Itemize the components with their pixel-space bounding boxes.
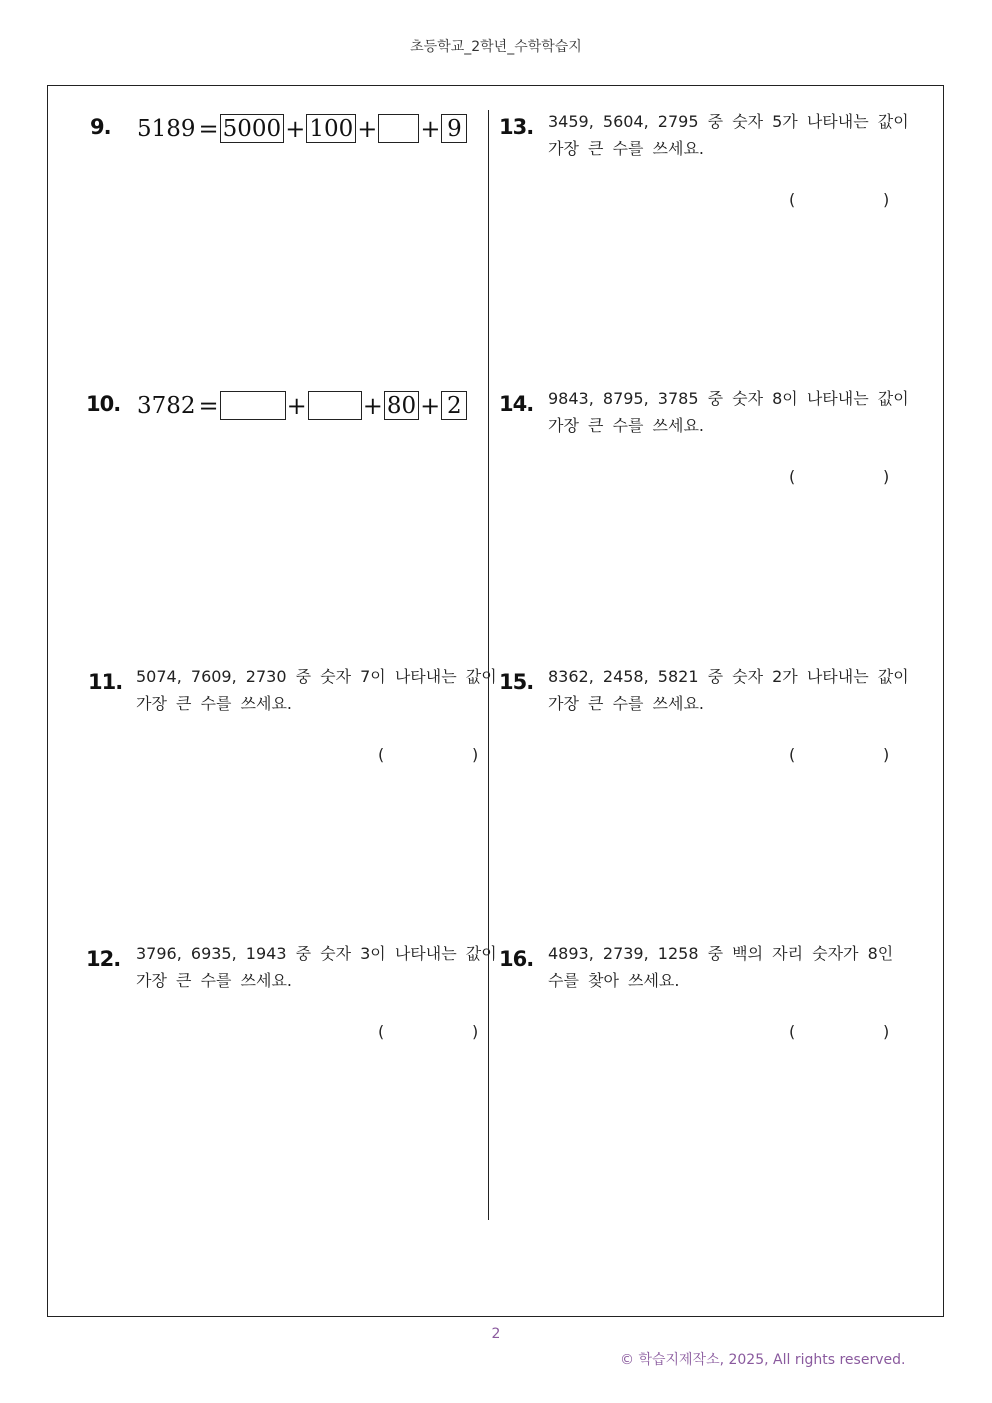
problem-12-question xyxy=(136,940,497,994)
problem-14-number: 14. xyxy=(499,392,534,416)
problem-14-line-1: 9843, 8795, 3785 중 숫자 8이 나타내는 값이 xyxy=(548,389,909,408)
problem-10-box-tens: 80 xyxy=(384,391,419,420)
problem-9-box-ones: 9 xyxy=(441,114,467,143)
problem-10-answer-box-hundreds[interactable] xyxy=(308,391,362,420)
close-paren: ) xyxy=(883,745,890,764)
problem-9-answer-box[interactable] xyxy=(378,114,419,143)
close-paren: ) xyxy=(472,1022,479,1041)
close-paren: ) xyxy=(472,745,479,764)
problem-9-lhs: 5189 xyxy=(137,115,196,142)
open-paren: ( xyxy=(789,190,796,209)
problem-11-number: 11. xyxy=(88,670,123,694)
equals-sign: = xyxy=(198,391,219,420)
equals-sign: = xyxy=(198,114,219,143)
problem-10-box-ones: 2 xyxy=(441,391,467,420)
close-paren: ) xyxy=(883,1022,890,1041)
problem-12-number: 12. xyxy=(86,947,121,971)
problem-10-lhs: 3782 xyxy=(137,392,196,419)
problem-15-line-1: 8362, 2458, 5821 중 숫자 2가 나타내는 값이 xyxy=(548,667,909,686)
problem-16-question xyxy=(548,940,893,994)
problem-9-equation xyxy=(137,114,467,143)
problem-15-question xyxy=(548,663,909,717)
problem-11-question xyxy=(136,663,497,717)
problem-10-equation xyxy=(137,391,467,420)
problem-12-line-2: 가장 큰 수를 쓰세요. xyxy=(136,971,292,990)
problem-11-line-1: 5074, 7609, 2730 중 숫자 7이 나타내는 값이 xyxy=(136,667,497,686)
plus-sign: + xyxy=(420,114,441,143)
problem-10-answer-box-thousands[interactable] xyxy=(220,391,286,420)
page-header-title: 초등학교_2학년_수학학습지 xyxy=(410,39,582,55)
close-paren: ) xyxy=(883,467,890,486)
problem-15-line-2: 가장 큰 수를 쓰세요. xyxy=(548,694,704,713)
problem-14-answer-blank[interactable] xyxy=(789,467,890,486)
problem-15-answer-blank[interactable] xyxy=(789,745,890,764)
page-number: 2 xyxy=(491,1326,501,1342)
problem-16-answer-blank[interactable] xyxy=(789,1022,890,1041)
problem-14-line-2: 가장 큰 수를 쓰세요. xyxy=(548,416,704,435)
problem-13-question xyxy=(548,108,909,162)
problem-13-line-2: 가장 큰 수를 쓰세요. xyxy=(548,139,704,158)
plus-sign: + xyxy=(285,114,306,143)
problem-10-number: 10. xyxy=(86,392,121,416)
plus-sign: + xyxy=(286,391,307,420)
problem-15-number: 15. xyxy=(499,670,534,694)
problem-11-answer-blank[interactable] xyxy=(378,745,479,764)
open-paren: ( xyxy=(789,467,796,486)
problem-11-line-2: 가장 큰 수를 쓰세요. xyxy=(136,694,292,713)
plus-sign: + xyxy=(420,391,441,420)
open-paren: ( xyxy=(378,1022,385,1041)
problem-16-line-2: 수를 찾아 쓰세요. xyxy=(548,971,680,990)
problem-13-number: 13. xyxy=(499,115,534,139)
problem-13-line-1: 3459, 5604, 2795 중 숫자 5가 나타내는 값이 xyxy=(548,112,909,131)
problem-12-line-1: 3796, 6935, 1943 중 숫자 3이 나타내는 값이 xyxy=(136,944,497,963)
plus-sign: + xyxy=(362,391,383,420)
problem-9-number: 9. xyxy=(90,115,111,139)
open-paren: ( xyxy=(789,1022,796,1041)
problem-16-number: 16. xyxy=(499,947,534,971)
problem-13-answer-blank[interactable] xyxy=(789,190,890,209)
open-paren: ( xyxy=(378,745,385,764)
problem-12-answer-blank[interactable] xyxy=(378,1022,479,1041)
problem-9-box-thousands: 5000 xyxy=(220,114,285,143)
problem-14-question xyxy=(548,385,909,439)
close-paren: ) xyxy=(883,190,890,209)
copyright-notice: © 학습지제작소, 2025, All rights reserved. xyxy=(620,1352,906,1368)
open-paren: ( xyxy=(789,745,796,764)
problem-9-box-hundreds: 100 xyxy=(306,114,356,143)
problem-16-line-1: 4893, 2739, 1258 중 백의 자리 숫자가 8인 xyxy=(548,944,894,963)
plus-sign: + xyxy=(357,114,378,143)
